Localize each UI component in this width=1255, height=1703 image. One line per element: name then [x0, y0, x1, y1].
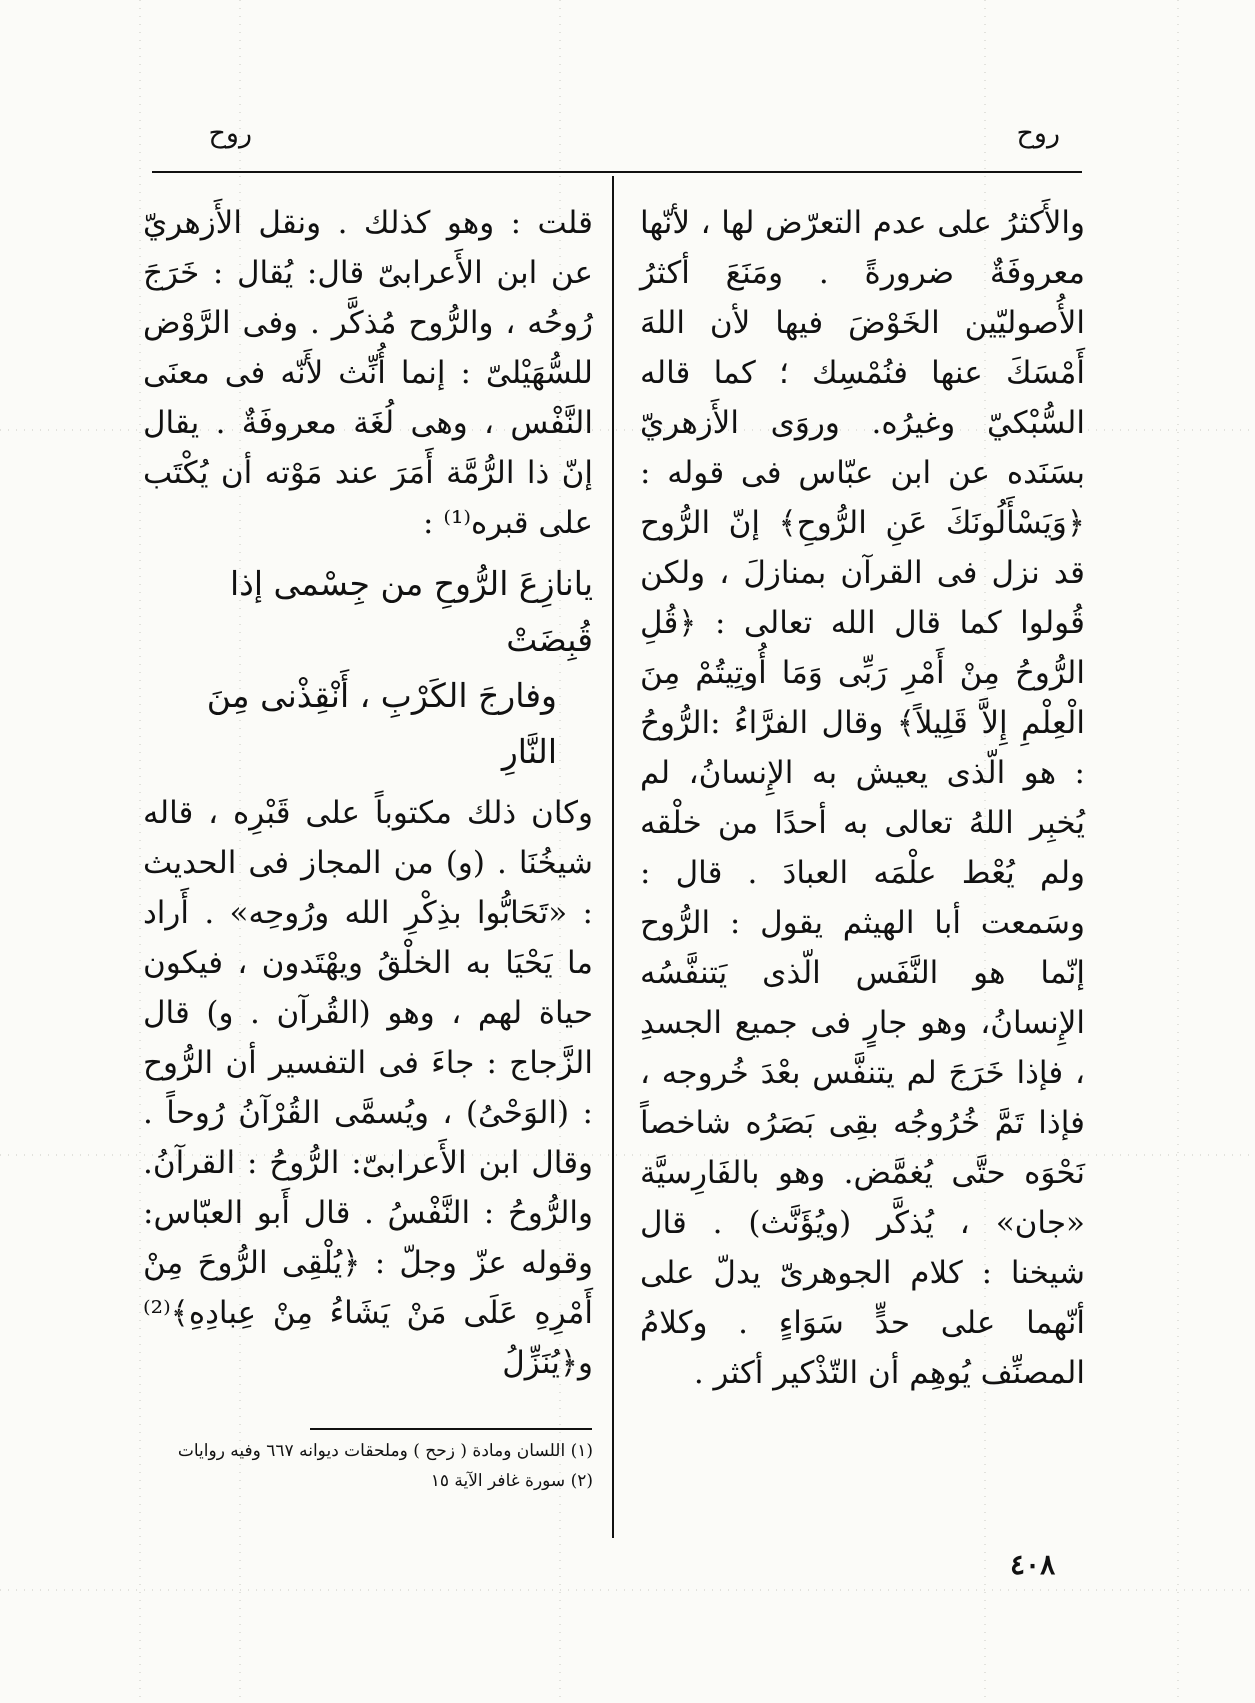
poem-verse	[143, 556, 593, 780]
left-column-paragraph-2: وكان ذلك مكتوباً على قَبْرِه ، قاله شيخُنَا . (و) من المجاز فى الحديث : «تَحَابُّوا بذِكْرِ الله ورُوحِه» . أَراد ما يَحْيَا به الخلْقُ ويهْتَدون ، فيكون حياة لهم ، وهو (القُرآن . و) قال الزَّجاج : جاءَ فى التفسير أن الرُّوح : (الوَحْىُ) ، ويُسمَّى القُرْآنُ رُوحاً . وقال ابن الأَعرابىّ: الرُّوحُ : القرآنُ. والرُّوحُ : النَّفْسُ . قال أَبو العبّاس: وقوله عزّ وجلّ : ﴿يُلْقِى الرُّوحَ مِنْ أَمْرِهِ عَلَى مَنْ يَشَاءُ مِنْ عِبادِهِ﴾⁽²⁾ و﴿يُنَزِّلُ	[143, 795, 593, 1381]
running-header-left: روح	[208, 118, 252, 149]
right-column-text: والأَكثرُ على عدم التعرّض لها ، لأنّها معروفَةٌ ضرورةً . ومَنَعَ أكثرُ الأُصوليّين الخَوْضَ فيها لأن اللهَ أَمْسَكَ عنها فنُمْسِك ؛ كما قاله السُّبْكيّ وغيرُه. وروَى الأَزهريّ بسَنَده عن ابن عبّاس فى قوله : ﴿وَيَسْأَلُونَكَ عَنِ الرُّوحِ﴾ إنّ الرُّوح قد نزل فى القرآن بمنازلَ ، ولكن قُولوا كما قال الله تعالى : ﴿قُلِ الرُّوحُ مِنْ أَمْرِ رَبِّى وَمَا أُوتِيتُمْ مِنَ الْعِلْمِ إِلاَّ قَلِيلاً﴾ وقال الفرَّاءُ :الرُّوحُ : هو الّذى يعيش به الإِنسانُ، لم يُخبِر اللهُ تعالى به أحدًا من خلْقه ولم يُعْط علْمَه العبادَ . قال : وسَمعت أبا الهيثم يقول : الرُّوح إنّما هو النَّفَس الّذى يَتنفَّسُه الإِنسانُ، وهو جارٍ فى جميع الجسدِ ، فإذا خَرَجَ لم يتنفَّس بعْدَ خُروجه ، فإذا تَمَّ خُرُوجُه بقِى بَصَرُه شاخصاً نَحْوَه حتَّى يُغمَّض. وهو بالفَارِسيَّة «جان» ، يُذكَّر (ويُؤَنَّث) . قال شيخنا : كلام الجوهرىّ يدلّ على أنّهما على حدٍّ سَوَاءٍ . وكلامُ المصنِّف يُوهِم أن التّذْكير أكثر .	[640, 205, 1085, 1391]
page-number: ٤٠٨	[1010, 1548, 1056, 1581]
footnote-rule	[310, 1428, 592, 1430]
right-text-column	[640, 198, 1085, 1398]
verse-hemistich-2: وفارجَ الكَرْبِ ، أَنْقِذْنى مِنَ النَّارِ	[206, 676, 557, 771]
footnote-1: (١) اللسان ومادة ( زحح ) وملحقات ديوانه ٦٦٧ وفيه روايات	[177, 1441, 593, 1461]
left-column-paragraph-1: قلت : وهو كذلك . ونقل الأَزهريّ عن ابن الأَعرابىّ قال: يُقال : خَرَجَ رُوحُه ، والرُّوح مُذكَّر . وفى الرَّوْض للسُّهَيْلىّ : إنما أُنِّث لأَنّه فى معنَى النَّفْس ، وهى لُغَة معروفَةٌ . يقال إنّ ذا الرُّمَّة أَمَرَ عند مَوْته أن يُكْتَب على قبره⁽¹⁾ :	[143, 205, 593, 541]
header-rule	[152, 171, 1082, 173]
left-text-column	[143, 198, 593, 1388]
footnote-2: (٢) سورة غافر الآية ١٥	[430, 1471, 593, 1491]
footnotes	[150, 1436, 593, 1496]
verse-hemistich-1: يانازِعَ الرُّوحِ من جِسْمى إذا قُبِضَتْ	[230, 564, 593, 659]
column-divider	[612, 176, 614, 1538]
running-header-right: روح	[1016, 118, 1060, 149]
